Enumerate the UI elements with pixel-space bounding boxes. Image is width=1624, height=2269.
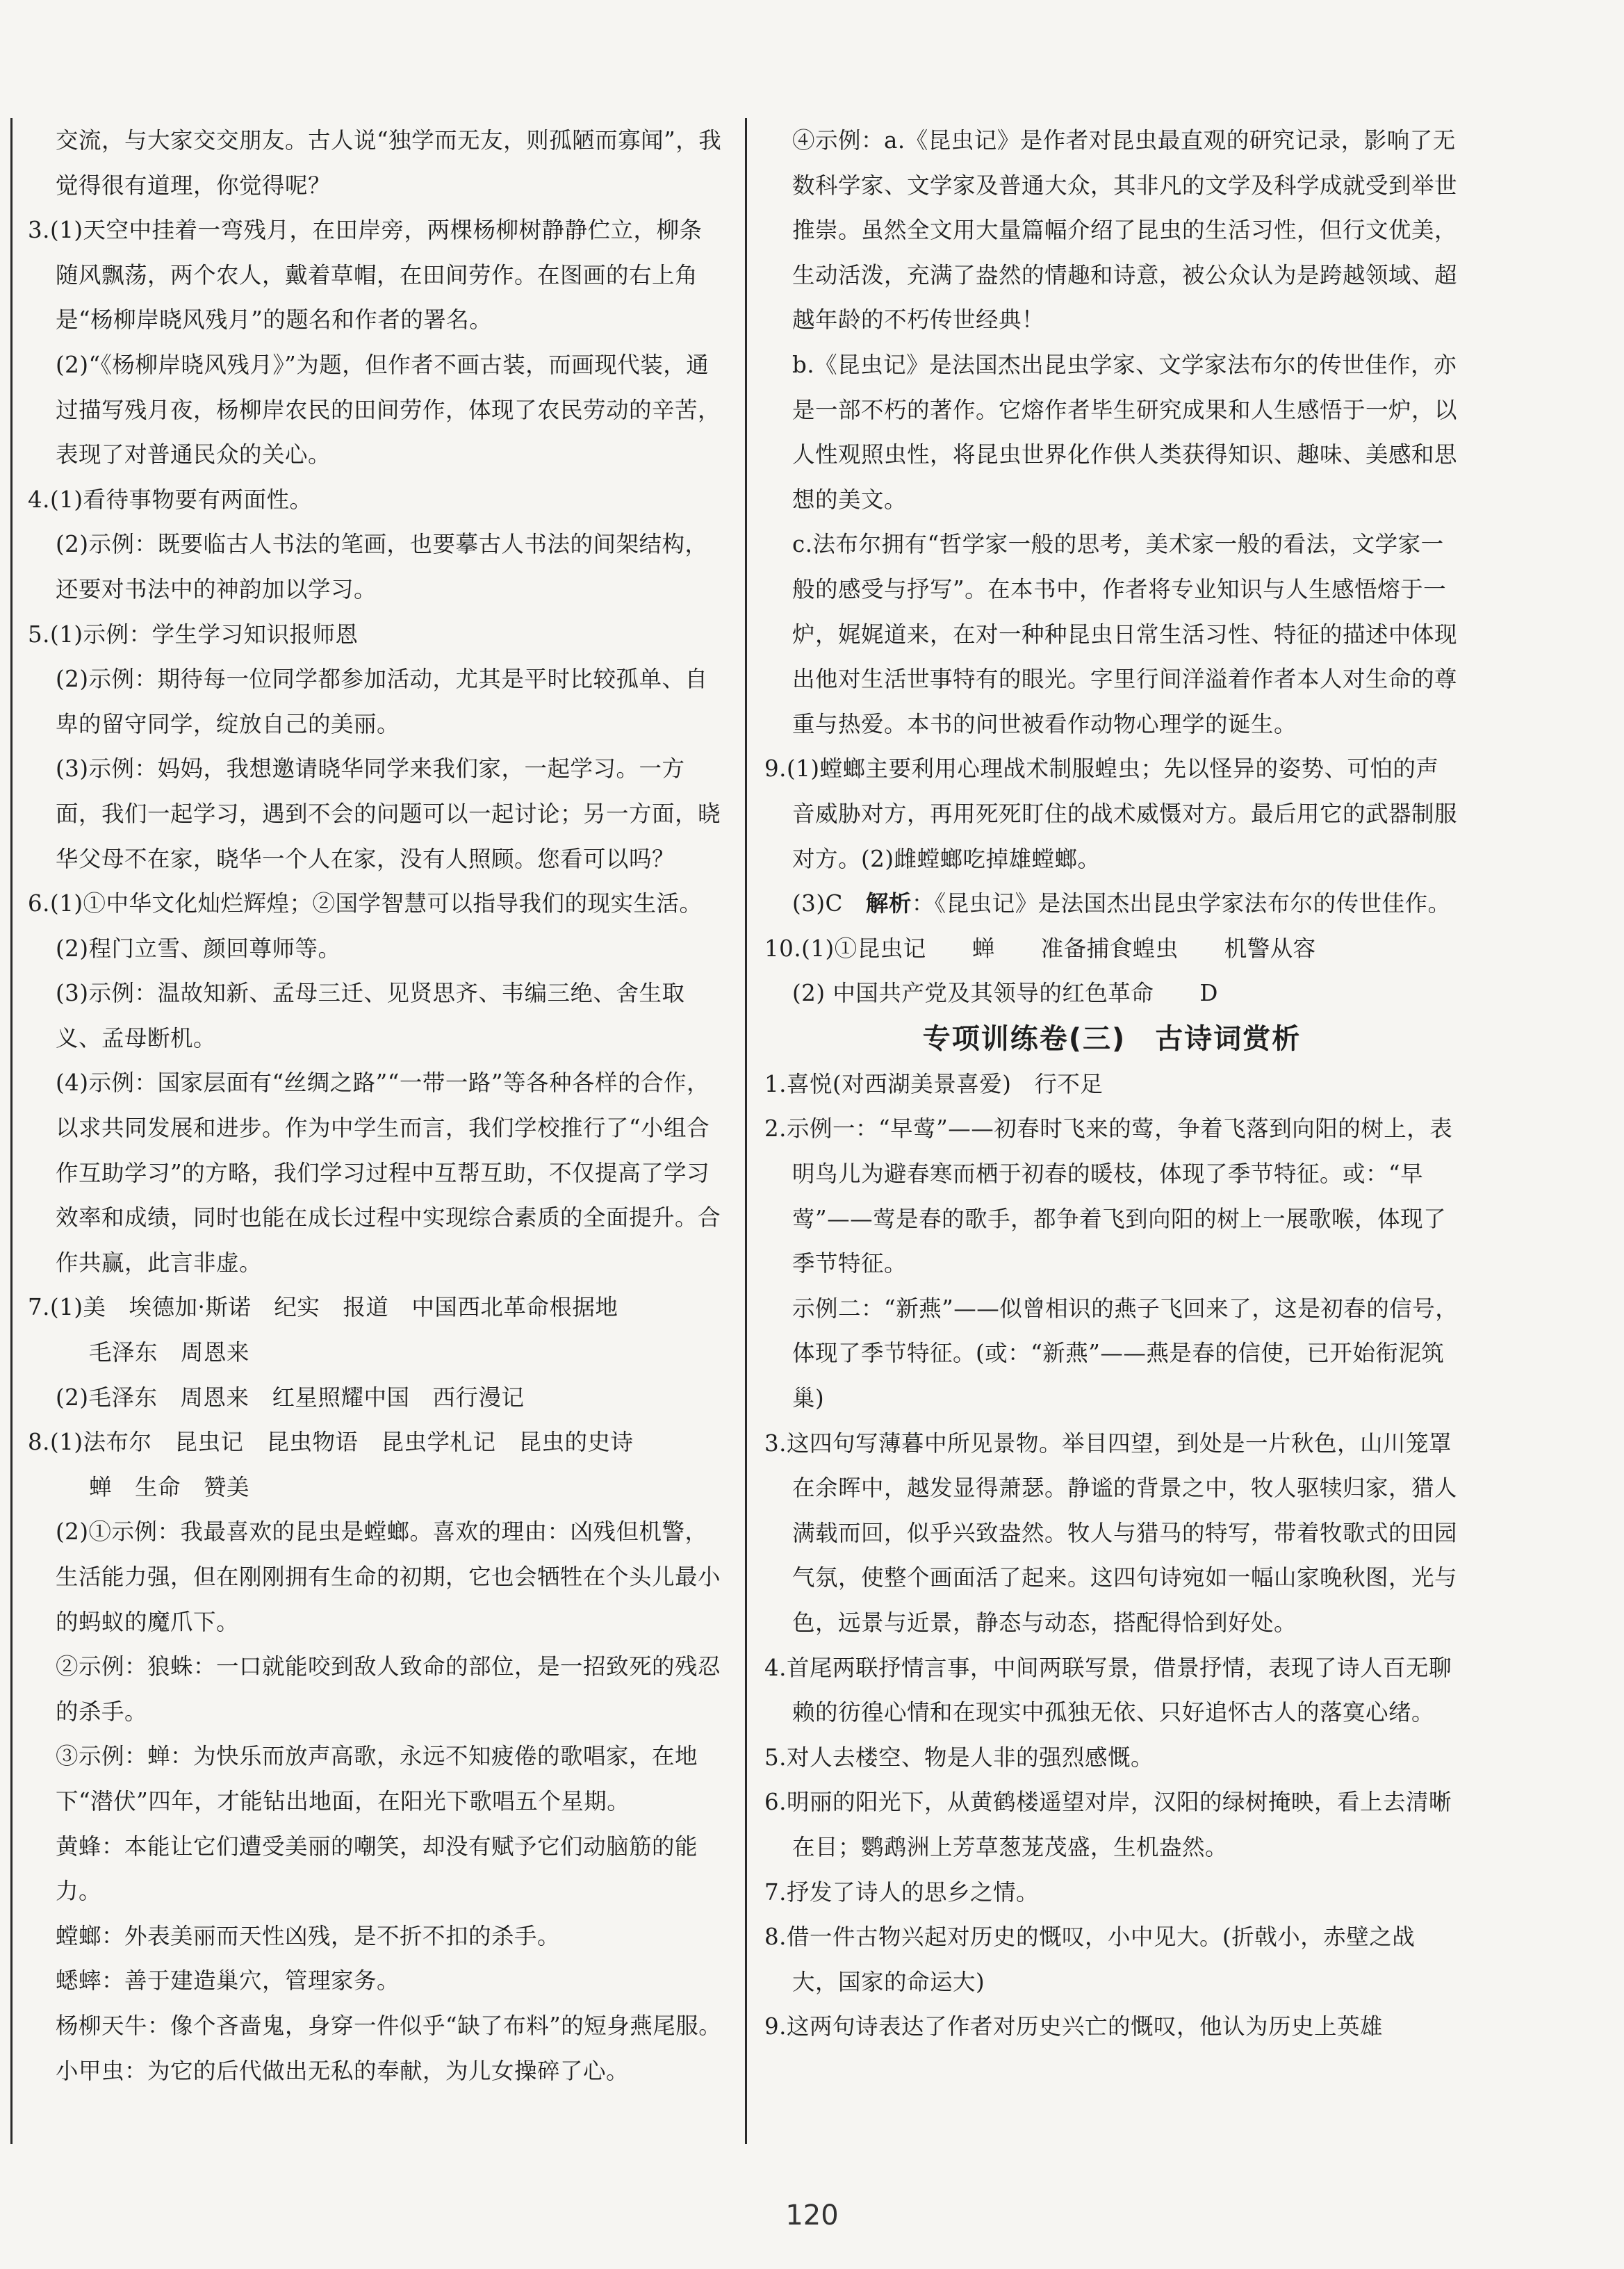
- answer-paragraph: (3)示例：温故知新、孟母三迁、见贤思齐、韦编三绝、舍生取义、孟母断机。: [56, 980, 685, 1051]
- answer-paragraph: 6.明丽的阳光下，从黄鹤楼遥望对岸，汉阳的绿树掩映，看上去清晰在目；鹦鹉洲上芳草葱茏茂盛，生机盎然。: [764, 1789, 1452, 1860]
- answer-paragraph: 8.(1)法布尔 昆虫记 昆虫物语 昆虫学札记 昆虫的史诗: [28, 1429, 634, 1456]
- answer-paragraph: ④示例：a.《昆虫记》是作者对昆虫最直观的研究记录，影响了无数科学家、文学家及普通大众，其非凡的文学及科学成就受到举世推崇。虽然全文用大量篇幅介绍了昆虫的生活习性，但行文优美，生动活泼，充满了盎然的情趣和诗意，被公众认为是跨越领域、超越年龄的不朽传世经典！: [792, 127, 1458, 334]
- answer-paragraph: 4.(1)看待事物要有两面性。: [28, 486, 313, 513]
- answer-paragraph: 交流，与大家交交朋友。古人说“独学而无友，则孤陋而寡闻”，我觉得很有道理，你觉得呢？: [56, 127, 722, 199]
- q9-3-prefix: (3)C: [792, 890, 866, 917]
- answer-paragraph: (2)示例：既要临古人书法的笔画，也要摹古人书法的间架结构，还要对书法中的神韵加以学习。: [56, 531, 708, 603]
- left-margin-rule: [10, 118, 13, 2144]
- answer-paragraph: 3.(1)天空中挂着一弯残月，在田岸旁，两棵杨柳树静静伫立，柳条随风飘荡，两个农人，戴着草帽，在田间劳作。在图画的右上角是“杨柳岸晓风残月”的题名和作者的署名。: [28, 217, 703, 334]
- answer-paragraph: (2)毛泽东 周恩来 红星照耀中国 西行漫记: [56, 1384, 525, 1411]
- section-title: 专项训练卷(三) 古诗词赏析: [922, 1022, 1302, 1055]
- answer-paragraph: 黄蜂：本能让它们遭受美丽的嘲笑，却没有赋予它们动脑筋的能力。: [56, 1833, 698, 1905]
- answers-q10: [764, 926, 1459, 1016]
- answer-paragraph: (2)①示例：我最喜欢的昆虫是螳螂。喜欢的理由：凶残但机警，生活能力强，但在刚刚拥有生命的初期，它也会牺牲在个头儿最小的蚂蚁的魔爪下。: [56, 1518, 721, 1635]
- answer-paragraph: 5.对人去楼空、物是人非的强烈感慨。: [764, 1744, 1154, 1771]
- answer-paragraph: 蝉 生命 赞美: [89, 1473, 250, 1500]
- answer-column-right: [764, 118, 1459, 2049]
- answer-paragraph: 6.(1)①中华文化灿烂辉煌；②国学智慧可以指导我们的现实生活。: [28, 890, 703, 917]
- answer-paragraph: (2)程门立雪、颜回尊师等。: [56, 935, 341, 962]
- page-number: 120: [785, 2200, 839, 2231]
- answers-poetry-section: [764, 1062, 1459, 2049]
- answer-paragraph: 小甲虫：为它的后代做出无私的奉献，为儿女操碎了心。: [56, 2057, 630, 2084]
- answer-column-left: [28, 118, 723, 2093]
- q9-3-body: ：《昆虫记》是法国杰出昆虫学家法布尔的传世佳作。: [911, 890, 1451, 917]
- answer-paragraph: (3)示例：妈妈，我想邀请晓华同学来我们家，一起学习。一方面，我们一起学习，遇到不会的问题可以一起讨论；另一方面，晓华父母不在家，晓华一个人在家，没有人照顾。您看可以吗？: [56, 755, 721, 872]
- answer-paragraph: (2) 中国共产党及其领导的红色革命 D: [792, 980, 1218, 1007]
- answer-paragraph: 1.喜悦(对西湖美景喜爱) 行不足: [764, 1070, 1104, 1097]
- answer-paragraph: ②示例：狼蛛：一口就能咬到敌人致命的部位，是一招致死的残忍的杀手。: [56, 1653, 721, 1725]
- answer-paragraph: 杨柳天牛：像个吝啬鬼，身穿一件似乎“缺了布料”的短身燕尾服。: [56, 2012, 722, 2039]
- answer-paragraph: b.《昆虫记》是法国杰出昆虫学家、文学家法布尔的传世佳作，亦是一部不朽的著作。它熔作者毕生研究成果和人生感悟于一炉，以人性观照虫性，将昆虫世界化作供人类获得知识、趣味、美感和思想的美文。: [792, 351, 1458, 513]
- answer-paragraph: ③示例：蝉：为快乐而放声高歌，永远不知疲倦的歌唱家，在地下“潜伏”四年，才能钻出地面，在阳光下歌唱五个星期。: [56, 1743, 698, 1815]
- answers-q8-q9: [764, 118, 1459, 881]
- answer-paragraph: c.法布尔拥有“哲学家一般的思考，美术家一般的看法，文学家一般的感受与抒写”。在本书中，作者将专业知识与人生感悟熔于一炉，娓娓道来，在对一种种昆虫日常生活习性、特征的描述中体现出他对生活世事特有的眼光。字里行间洋溢着作者本人对生命的尊重与热爱。本书的问世被看作动物心理学的诞生。: [792, 531, 1458, 737]
- answer-paragraph: 2.示例一：“早莺”——初春时飞来的莺，争着飞落到向阳的树上，表明鸟儿为避春寒而栖于初春的暖枝，体现了季节特征。或：“早莺”——莺是春的歌手，都争着飞到向阳的树上一展歌喉，体现了季节特征。: [764, 1115, 1453, 1277]
- answer-paragraph: 10.(1)①昆虫记 蝉 准备捕食蝗虫 机警从容: [764, 935, 1316, 962]
- answer-paragraph: 9.(1)螳螂主要利用心理战术制服蝗虫；先以怪异的姿势、可怕的声音威胁对方，再用死死盯住的战术威慑对方。最后用它的武器制服对方。(2)雌螳螂吃掉雄螳螂。: [764, 755, 1458, 872]
- answer-paragraph: 7.抒发了诗人的思乡之情。: [764, 1878, 1040, 1906]
- answer-paragraph: 螳螂：外表美丽而天性凶残，是不折不扣的杀手。: [56, 1922, 561, 1949]
- answer-paragraph: 示例二：“新燕”——似曾相识的燕子飞回来了，这是初春的信号，体现了季节特征。(或：“新燕”——燕是春的信使，已开始衔泥筑巢): [792, 1295, 1459, 1412]
- answer-paragraph: (2)“《杨柳岸晓风残月》”为题，但作者不画古装，而画现代装，通过描写残月夜，杨柳岸农民的田间劳作，体现了农民劳动的辛苦，表现了对普通民众的关心。: [56, 351, 721, 468]
- answer-paragraph: (2)示例：期待每一位同学都参加活动，尤其是平时比较孤单、自卑的留守同学，绽放自己的美丽。: [56, 666, 708, 737]
- answer-paragraph: 4.首尾两联抒情言事，中间两联写景，借景抒情，表现了诗人百无聊赖的彷徨心情和在现实中孤独无依、只好追怀古人的落寞心绪。: [764, 1654, 1452, 1726]
- answer-paragraph: 8.借一件古物兴起对历史的慨叹，小中见大。(折戟小，赤壁之战大，国家的命运大): [764, 1924, 1416, 1995]
- answer-paragraph: 5.(1)示例：学生学习知识报师恩: [28, 621, 359, 648]
- answer-paragraph: 7.(1)美 埃德加·斯诺 纪实 报道 中国西北革命根据地: [28, 1294, 618, 1321]
- answer-q9-3: [764, 881, 1459, 926]
- answer-paragraph: (4)示例：国家层面有“丝绸之路”“一带一路”等各种各样的合作，以求共同发展和进步。作为中学生而言，我们学校推行了“小组合作互助学习”的方略，我们学习过程中互帮互助，不仅提高了学习效率和成绩，同时也能在成长过程中实现综合素质的全面提升。合作共赢，此言非虚。: [56, 1070, 721, 1276]
- analysis-label: 解析: [865, 890, 912, 917]
- answer-paragraph: 9.这两句诗表达了作者对历史兴亡的慨叹，他认为历史上英雄: [764, 2013, 1384, 2040]
- answer-paragraph: 蟋蟀：善于建造巢穴，管理家务。: [56, 1967, 400, 1994]
- center-divider-rule: [745, 118, 747, 2144]
- answer-paragraph: 毛泽东 周恩来: [89, 1339, 250, 1366]
- answer-paragraph: 3.这四句写薄暮中所见景物。举目四望，到处是一片秋色，山川笼罩在余晖中，越发显得萧瑟。静谧的背景之中，牧人驱犊归家，猎人满载而回，似乎兴致盎然。牧人与猎马的特写，带着牧歌式的田园气氛，使整个画面活了起来。这四句诗宛如一幅山家晚秋图，光与色，远景与近景，静态与动态，搭配得恰到好处。: [764, 1430, 1458, 1636]
